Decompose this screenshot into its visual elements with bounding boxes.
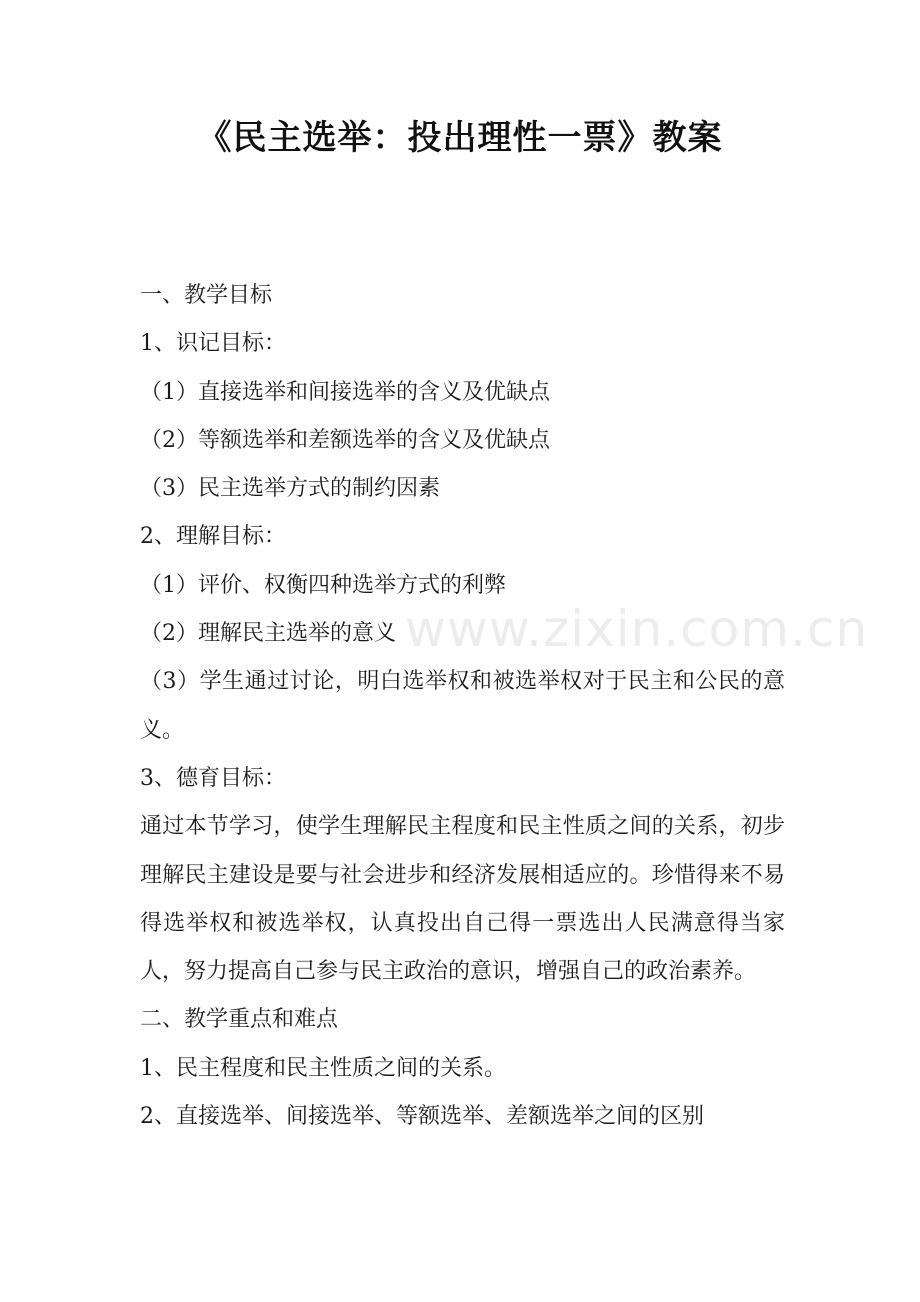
document-title: 《民主选举：投出理性一票》教案 <box>197 118 723 158</box>
list-item: （3）民主选举方式的制约因素 <box>140 476 440 502</box>
section-heading-key-points: 二、教学重点和难点 <box>140 1007 339 1033</box>
list-item: （1）直接选举和间接选举的含义及优缺点 <box>140 379 550 405</box>
list-item: （2）理解民主选举的意义 <box>140 621 396 647</box>
list-item: （2）等额选举和差额选举的含义及优缺点 <box>140 427 550 453</box>
watermark: www.zixin.com.cn <box>405 600 869 658</box>
list-item: （1）评价、权衡四种选举方式的利弊 <box>140 572 506 598</box>
subheading-understanding: 2、理解目标： <box>140 524 286 550</box>
subheading-moral: 3、德育目标： <box>140 765 286 791</box>
list-item: 1、民主程度和民主性质之间的关系。 <box>140 1055 506 1081</box>
list-item: （3）学生通过讨论，明白选举权和被选举权对于民主和公民的意义。 <box>140 669 785 743</box>
document-body <box>140 272 785 1141</box>
subheading-memorization: 1、识记目标： <box>140 331 286 357</box>
section-heading-objectives: 一、教学目标 <box>140 283 273 308</box>
list-item: 2、直接选举、间接选举、等额选举、差额选举之间的区别 <box>140 1104 704 1130</box>
body-paragraph: 通过本节学习，使学生理解民主程度和民主性质之间的关系，初步理解民主建设是要与社会进步和经济发展相适应的。珍惜得来不易得选举权和被选举权，认真投出自己得一票选出人民满意得当家人，努力提高自己参与民主政治的意识，增强自己的政治素养。 <box>140 814 785 985</box>
